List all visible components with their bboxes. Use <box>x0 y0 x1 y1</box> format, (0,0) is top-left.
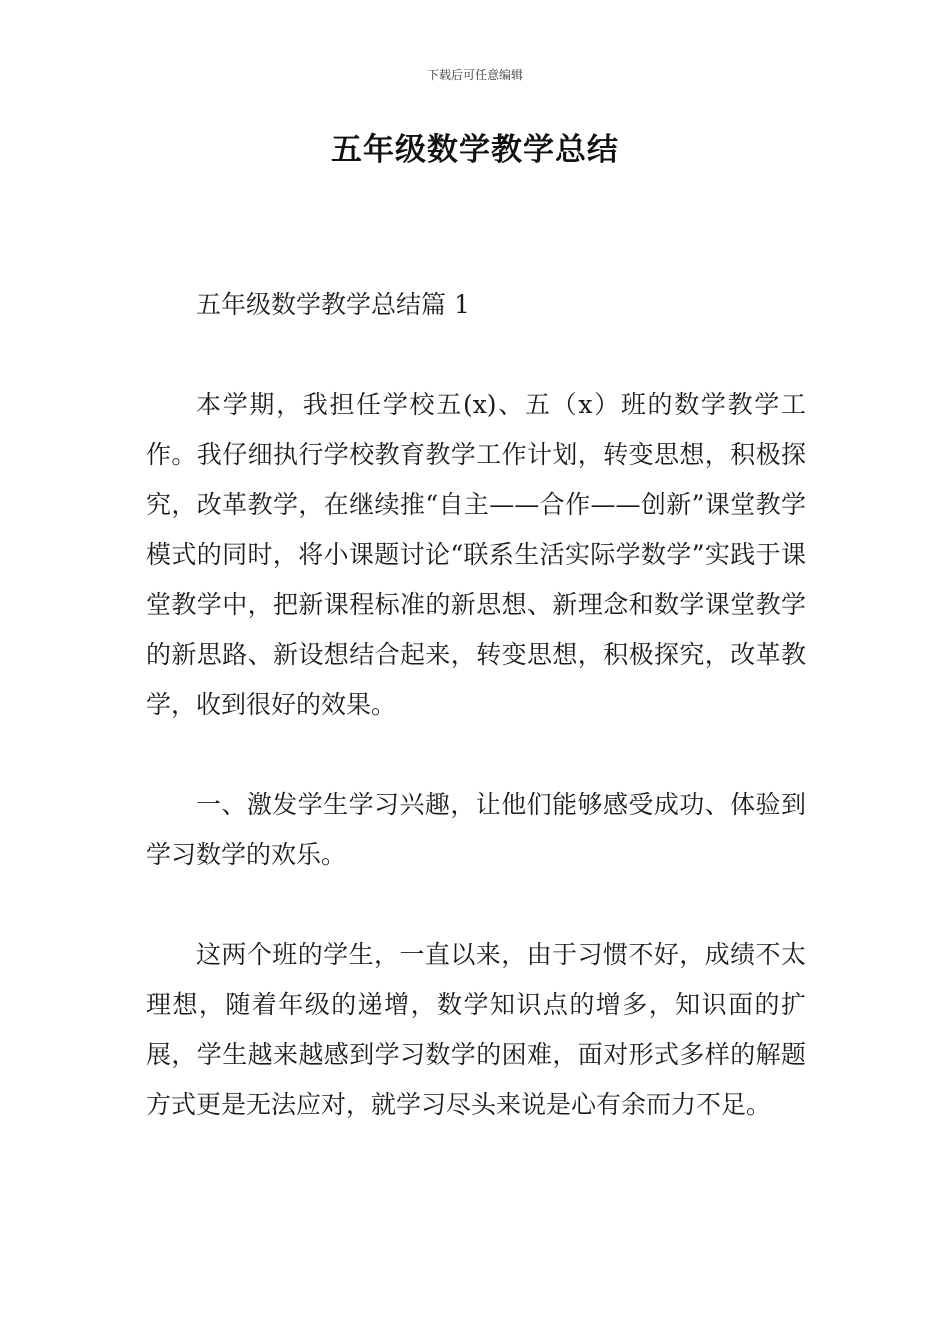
document-title: 五年级数学教学总结 <box>331 132 619 168</box>
document-body <box>146 280 806 1180</box>
paragraph-students: 这两个班的学生，一直以来，由于习惯不好，成绩不太理想，随着年级的递增，数学知识点的增多，知识面的扩展，学生越来越感到学习数学的困难，面对形式多样的解题方式更是无法应对，就学习尽头来说是心有余而力不足。 <box>146 940 806 1119</box>
paragraph-intro: 本学期，我担任学校五(x)、五（x）班的数学教学工作。我仔细执行学校教育教学工作计划，转变思想，积极探究，改革教学，在继续推“自主——合作——创新”课堂教学模式的同时，将小课题讨论“联系生活实际学数学”实践于课堂教学中，把新课程标准的新思想、新理念和数学课堂教学的新思路、新设想结合起来，转变思想，积极探究，改革教学，收到很好的效果。 <box>146 390 806 719</box>
header-note: 下载后可任意编辑 <box>426 68 523 82</box>
paragraph-point-one: 一、激发学生学习兴趣，让他们能够感受成功、体验到学习数学的欢乐。 <box>146 790 806 869</box>
section-heading: 五年级数学教学总结篇 1 <box>196 290 470 319</box>
